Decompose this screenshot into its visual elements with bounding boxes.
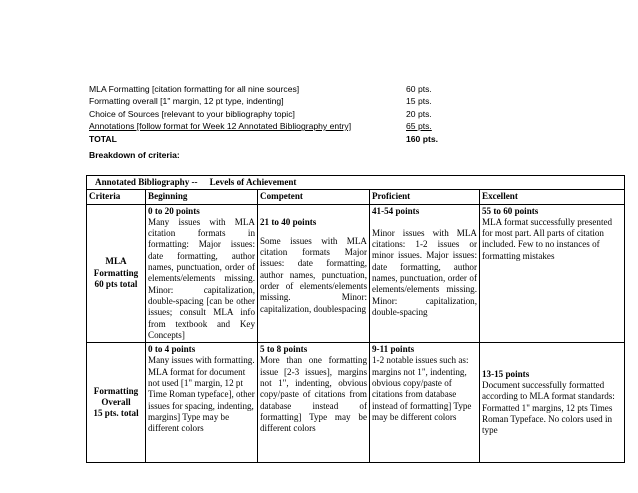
header-criteria: Criteria xyxy=(87,190,146,204)
level-description: Minor issues with MLA citations: 1-2 issues or minor issues. Major issues: date formatting, author names, punctuation, order of elements/elements missing. Minor: capitalization, double-spacing xyxy=(372,227,477,317)
criteria-name: MLA Formatting xyxy=(93,256,139,278)
level-range: 9-11 points xyxy=(372,344,415,355)
proficient-cell xyxy=(370,204,480,343)
competent-cell xyxy=(258,343,370,463)
beginning-cell xyxy=(146,343,258,463)
level-range: 0 to 20 points xyxy=(148,205,200,216)
summary-row xyxy=(89,108,449,120)
header-proficient: Proficient xyxy=(370,190,480,204)
summary-row xyxy=(89,95,449,107)
level-description: Some issues with MLA citation formats Major issues: date formatting, author names, punctuation, order of elements/elements missing. Minor: capitalization, doublespacing xyxy=(260,235,367,314)
level-range: 41-54 points xyxy=(372,205,420,216)
summary-label: Formatting overall [1" margin, 12 pt type, indenting] xyxy=(89,96,284,107)
level-description: Many issues with MLA citation formats in formatting: Major issues: date formatting, author names, punctuation, order of elements/elements missing. Minor: capitalization, double-spacing [can be other issues; consult MLA info from textbook and Key Concepts] xyxy=(148,216,255,340)
beginning-cell xyxy=(146,204,258,343)
summary-total-row xyxy=(89,133,449,145)
rubric-table xyxy=(86,175,625,463)
level-description: 1-2 notable issues such as: margins not 1", indenting, obvious copy/paste of citations from database instead of formatting] Type may be different colors xyxy=(372,355,472,422)
rubric-title: Annotated Bibliography -- xyxy=(95,177,198,187)
criteria-points: 60 pts total xyxy=(94,279,138,290)
summary-points: 20 pts. xyxy=(406,108,432,119)
rubric-row-formatting-overall xyxy=(87,343,625,463)
header-competent: Competent xyxy=(258,190,370,204)
level-description: MLA format successfully presented for most part. All parts of citation included. Few to no instances of formatting mistakes xyxy=(482,216,613,261)
summary-row xyxy=(89,83,449,95)
summary-label: MLA Formatting [citation formatting for all nine sources] xyxy=(89,84,300,94)
header-excellent: Excellent xyxy=(480,190,625,204)
excellent-cell xyxy=(480,204,625,343)
proficient-cell xyxy=(370,343,480,463)
criteria-cell xyxy=(87,343,146,463)
level-range: 5 to 8 points xyxy=(260,344,308,355)
level-description: Document successfully formatted according to MLA format standards: Formatted 1" margins, 12 pts Times Roman Typeface. No colors used in type xyxy=(482,380,615,436)
summary-label: Annotations [follow format for Week 12 Annotated Bibliography entry] xyxy=(89,121,352,132)
summary-total-points: 160 pts. xyxy=(406,133,439,144)
summary-label: Choice of Sources [relevant to your bibliography topic] xyxy=(89,108,295,119)
competent-cell xyxy=(258,204,370,343)
level-description: More than one formatting issue [2-3 issues], margins not 1", indenting, obvious copy/paste of citations from database instead of formatting] Type may be different colors xyxy=(260,355,367,434)
excellent-cell xyxy=(480,343,625,463)
summary-points: 65 pts. xyxy=(406,121,432,132)
level-range: 55 to 60 points xyxy=(482,205,539,216)
criteria-cell xyxy=(87,204,146,343)
level-range: 21 to 40 points xyxy=(260,216,317,227)
rubric-header-row xyxy=(87,190,625,204)
criteria-points: 15 pts. total xyxy=(93,408,139,419)
level-description: Many issues with formatting. MLA format for document not used [1" margin, 12 pt Time Roman typeface], other issues for spacing, indenting, margins] Type may be different colors xyxy=(148,355,255,434)
header-beginning: Beginning xyxy=(146,190,258,204)
summary-total-label: TOTAL xyxy=(89,133,117,144)
level-range: 13-15 points xyxy=(482,368,530,379)
level-range: 0 to 4 points xyxy=(148,344,196,355)
summary-points: 60 pts. xyxy=(406,84,432,94)
rubric-title-cell xyxy=(87,176,625,190)
criteria-name: Formatting Overall xyxy=(93,385,139,407)
summary-row xyxy=(89,120,449,132)
breakdown-heading: Breakdown of criteria: xyxy=(89,150,180,160)
summary-points: 15 pts. xyxy=(406,96,432,107)
point-summary xyxy=(89,83,449,145)
rubric-row-mla-formatting xyxy=(87,204,625,343)
rubric-subtitle: Levels of Achievement xyxy=(209,177,297,187)
